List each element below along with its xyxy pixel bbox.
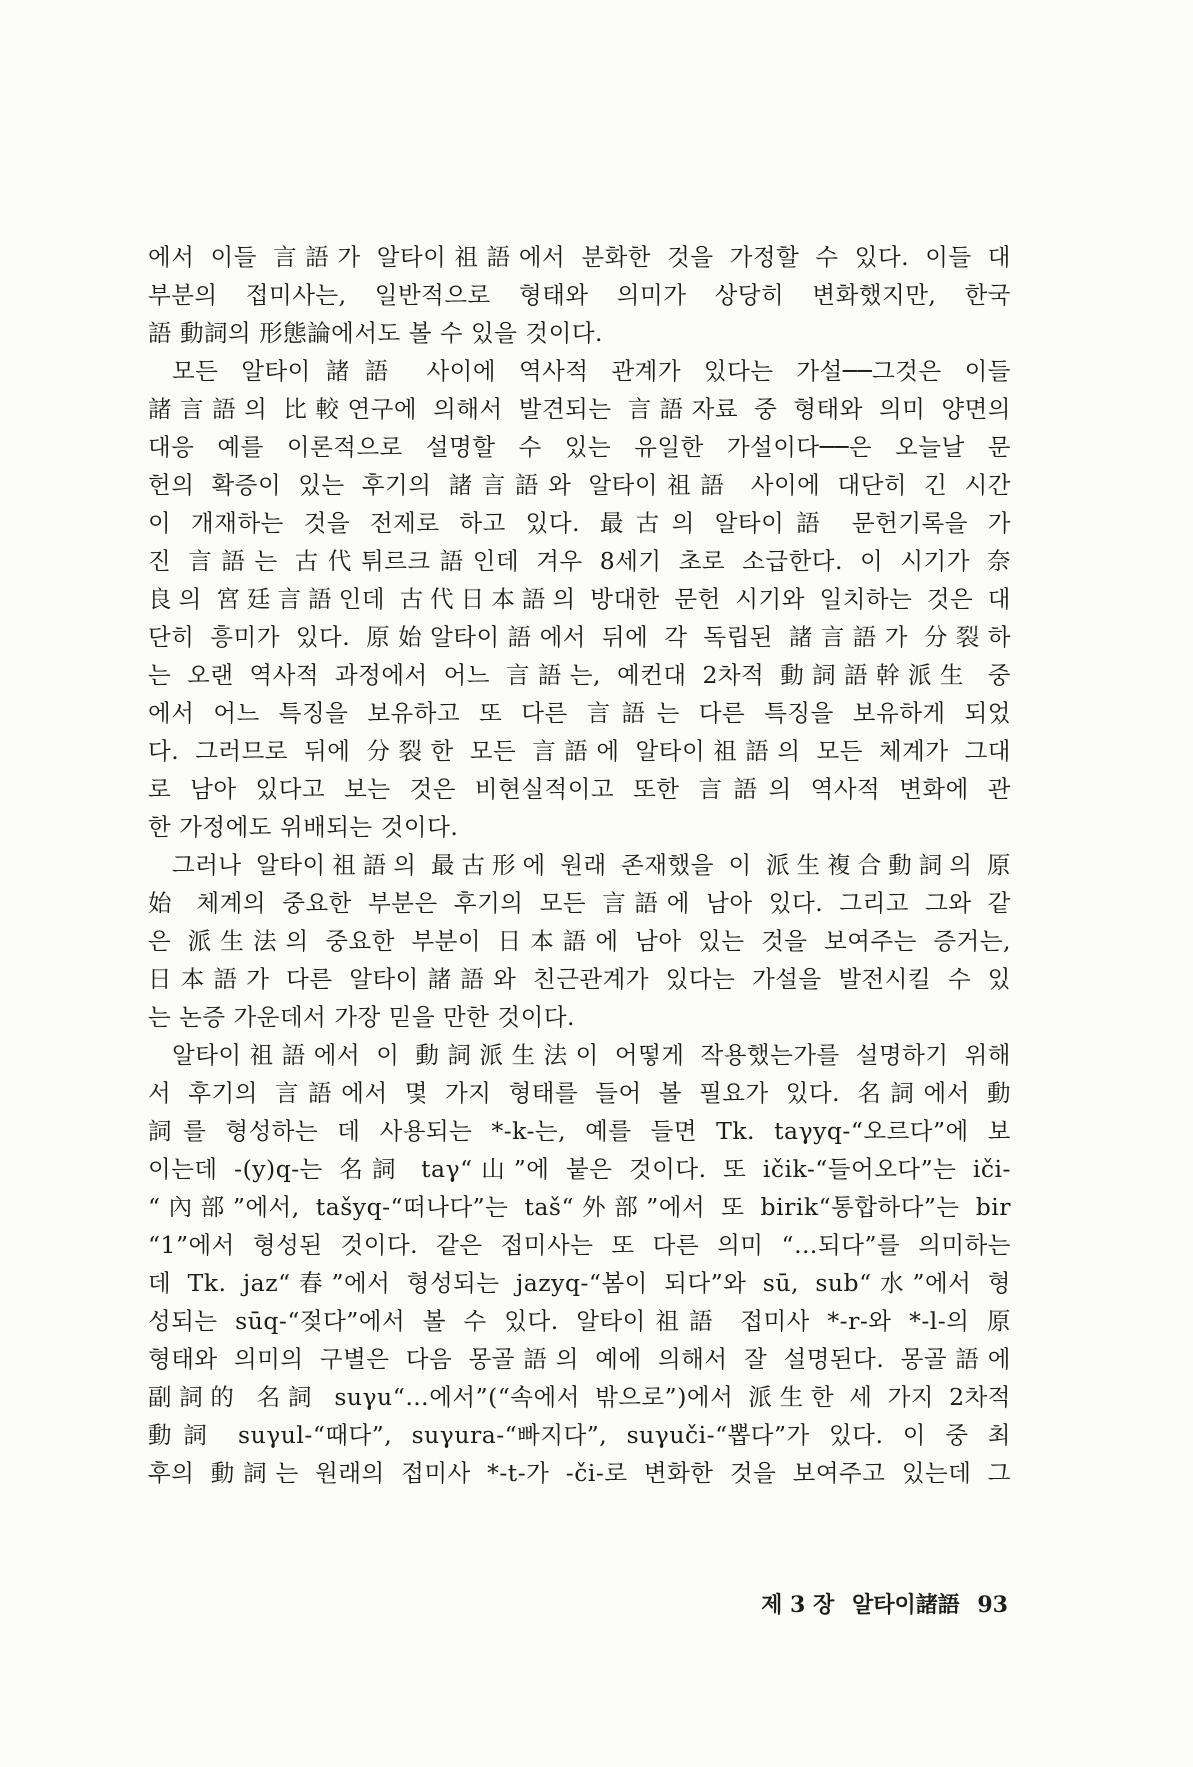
text-line: 진 言語는 古代튀르크語인데 겨우 8세기 초로 소급한다. 이 시기가 奈 — [148, 547, 1011, 575]
text-line: 단히 흥미가 있다. 原始알타이語에서 뒤에 각 독립된 諸言語가 分裂하 — [148, 623, 1011, 651]
text-line: 詞를 형성하는 데 사용되는 *-k-는, 예를 들면 Tk. taγyq-“오르다”에 보 — [148, 1117, 1011, 1145]
text-line: 헌의 확증이 있는 후기의 諸言語와 알타이祖語 사이에 대단히 긴 시간 — [148, 471, 1011, 499]
text-line: 그러나 알타이祖語의 最古形에 원래 존재했을 이 派生複合動詞의 原 — [172, 851, 1011, 879]
text-line: 副詞的 名詞 suγu“…에서”(“속에서 밖으로”)에서 派生한 세 가지 2차적 — [148, 1383, 1011, 1411]
text-line: 로 남아 있다고 보는 것은 비현실적이고 또한 言語의 역사적 변화에 관 — [148, 775, 1011, 803]
text-line: 형태와 의미의 구별은 다음 몽골語의 예에 의해서 잘 설명된다. 몽골語에 — [148, 1345, 1011, 1373]
text-line: 動詞 suγul-“때다”, suγura-“빠지다”, suγuči-“뽑다”가 있다. 이 중 최 — [148, 1421, 1011, 1449]
text-line: 에서 어느 특징을 보유하고 또 다른 言語는 다른 특징을 보유하게 되었 — [148, 699, 1011, 727]
text-line: 는 오랜 역사적 과정에서 어느 言語는, 예컨대 2차적 動詞語幹派生 중 — [148, 661, 1011, 689]
text-line: 알타이祖語에서 이 動詞派生法이 어떻게 작용했는가를 설명하기 위해 — [172, 1041, 1011, 1069]
text-line: 日本語가 다른 알타이諸語와 친근관계가 있다는 가설을 발전시킬 수 있 — [148, 965, 1011, 993]
text-line: 良의 宮廷言語인데 古代日本語의 방대한 문헌 시기와 일치하는 것은 대 — [148, 585, 1011, 613]
text-line: 이 개재하는 것을 전제로 하고 있다. 最古의 알타이語 문헌기록을 가 — [148, 509, 1011, 537]
text-line: 諸言語의 比較연구에 의해서 발견되는 言語자료 중 형태와 의미 양면의 — [148, 395, 1011, 423]
text-line: 부분의 접미사는, 일반적으로 형태와 의미가 상당히 변화했지만, 한국 — [148, 281, 1011, 309]
text-line: 데 Tk. jaz“春”에서 형성되는 jazyq-“봄이 되다”와 sū, sub“水”에서 형 — [148, 1269, 1011, 1297]
running-footer — [718, 1588, 1008, 1622]
text-line: “內部”에서, tašyq-“떠나다”는 taš“外部”에서 또 birik“통합하다”는 bir — [148, 1193, 1011, 1221]
text-line: 한 가정에도 위배되는 것이다. — [148, 813, 459, 841]
text-line: 성되는 sūq-“젖다”에서 볼 수 있다. 알타이祖語 접미사 *-r-와 *-l-의 原 — [148, 1307, 1011, 1335]
text-line: 후의 動詞는 원래의 접미사 *-t-가 -či-로 변화한 것을 보여주고 있는데 그 — [148, 1459, 1011, 1487]
text-line: 始 체계의 중요한 부분은 후기의 모든 言語에 남아 있다. 그리고 그와 같 — [148, 889, 1011, 917]
text-line: 서 후기의 言語에서 몇 가지 형태를 들어 볼 필요가 있다. 名詞에서 動 — [148, 1079, 1011, 1107]
text-line: 이는데 -(y)q-는 名詞 taγ“山”에 붙은 것이다. 또 ičik-“들어오다”는 iči- — [148, 1155, 1011, 1183]
text-line: 모든 알타이諸語 사이에 역사적 관계가 있다는 가설──그것은 이들 — [172, 357, 1011, 385]
footer-chapter-title: 알타이諸語 — [851, 1592, 960, 1618]
text-line: 는 논증 가운데서 가장 믿을 만한 것이다. — [148, 1003, 576, 1031]
text-line: “1”에서 형성된 것이다. 같은 접미사는 또 다른 의미 “…되다”를 의미하는 — [148, 1231, 1011, 1259]
page-number: 93 — [977, 1592, 1008, 1618]
text-line: 은 派生法의 중요한 부분이 日本語에 남아 있는 것을 보여주는 증거는, — [148, 927, 1011, 955]
body-text — [148, 238, 1011, 1492]
text-line: 대응 예를 이론적으로 설명할 수 있는 유일한 가설이다──은 오늘날 문 — [148, 433, 1011, 461]
text-line: 에서 이들 言語가 알타이祖語에서 분화한 것을 가정할 수 있다. 이들 대 — [148, 243, 1011, 271]
text-line: 다. 그러므로 뒤에 分裂한 모든 言語에 알타이祖語의 모든 체계가 그대 — [148, 737, 1011, 765]
text-line: 語 動詞의 形態論에서도 볼 수 있을 것이다. — [148, 319, 604, 347]
footer-chapter: 제 3 장 — [761, 1592, 835, 1618]
